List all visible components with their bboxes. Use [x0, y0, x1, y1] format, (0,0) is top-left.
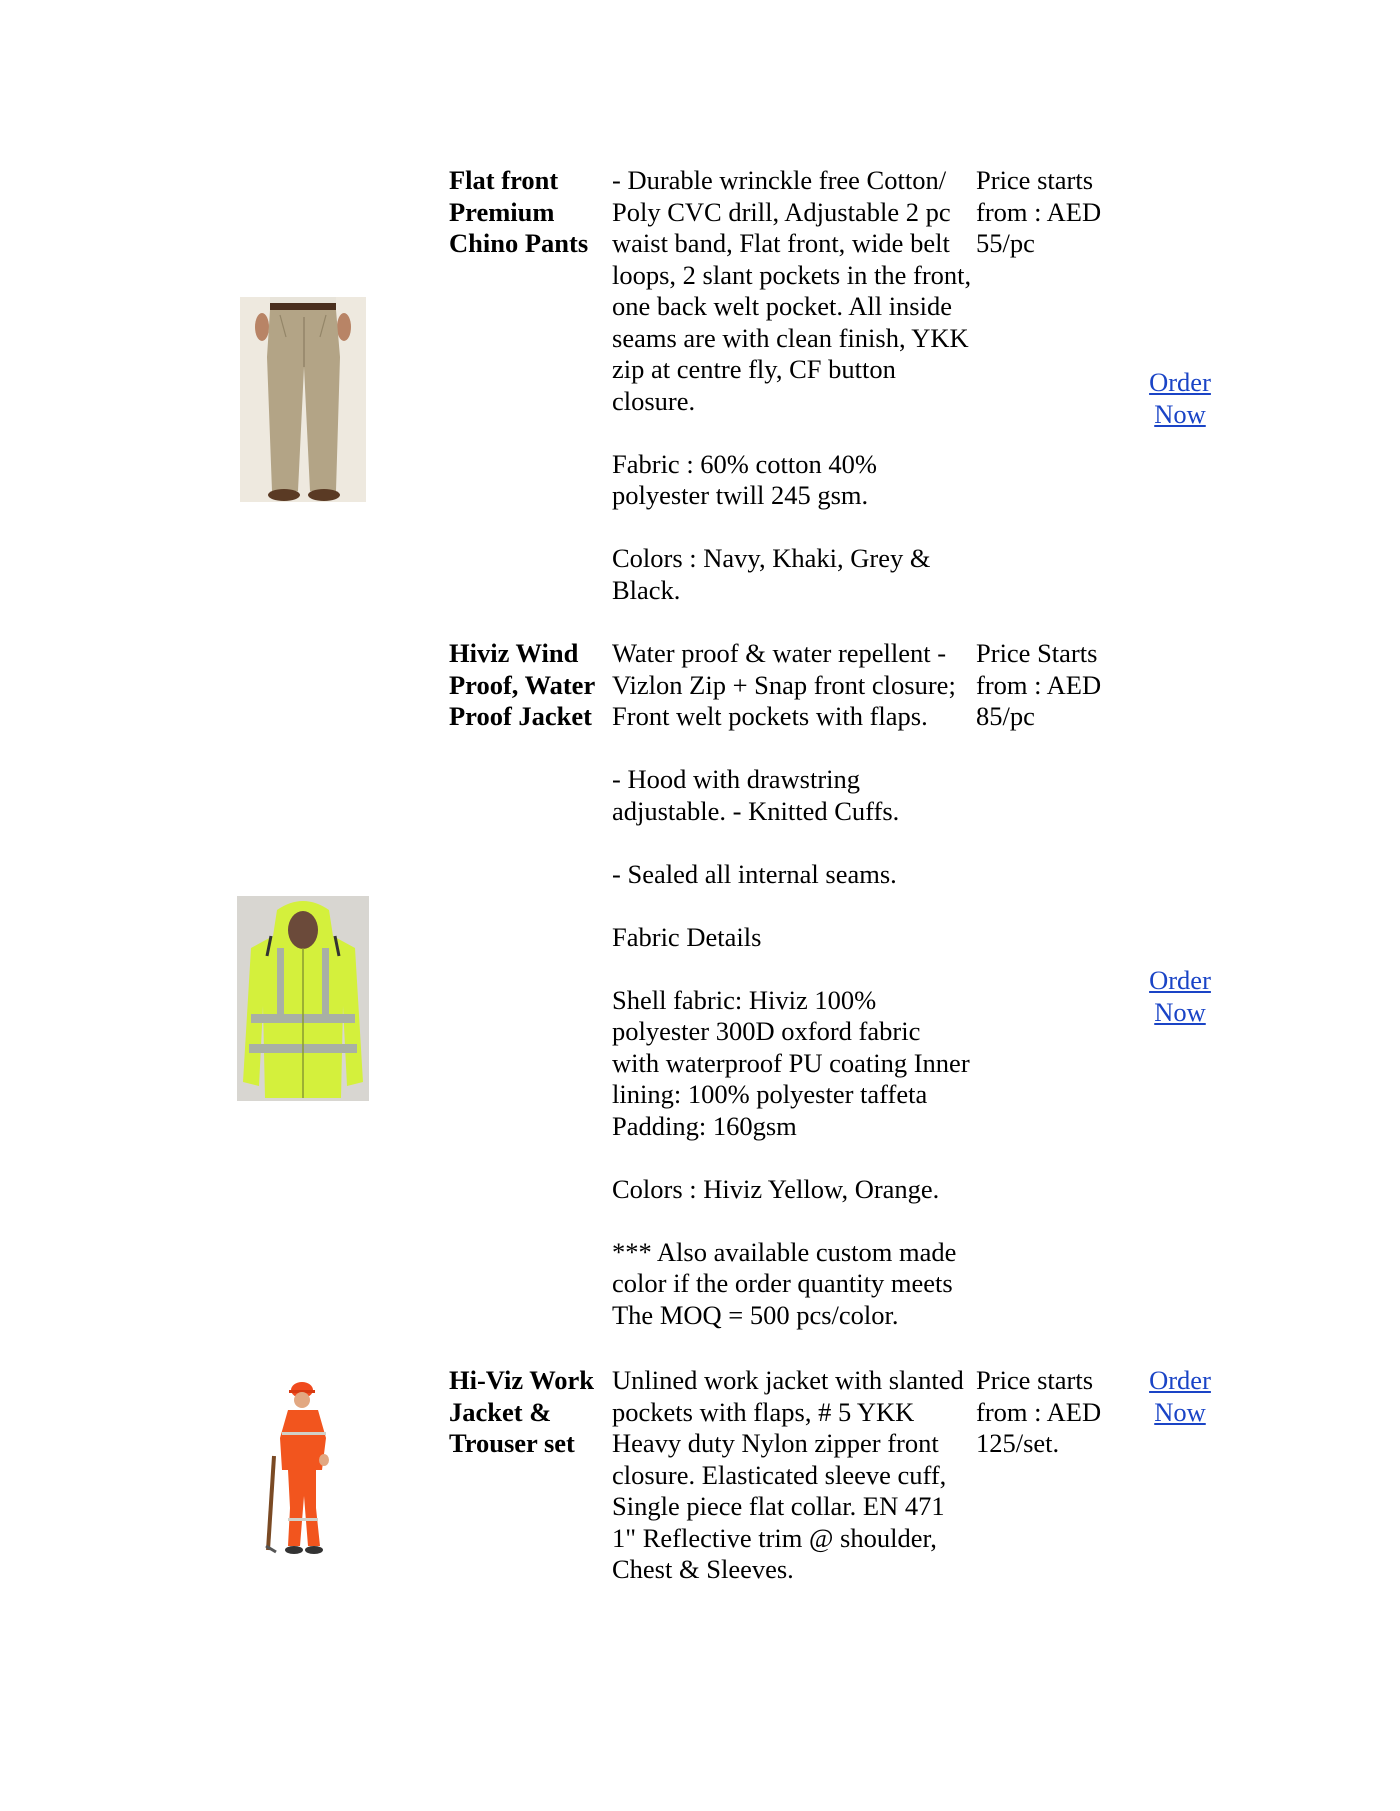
description-paragraph: *** Also available custom made color if the order quantity meets The MOQ = 500 pcs/color. [612, 1236, 957, 1330]
description-paragraph: - Sealed all internal seams. [612, 858, 897, 889]
product-description [612, 1365, 972, 1586]
hiviz-work-set-photo [262, 1378, 346, 1558]
description-paragraph: - Hood with drawstring adjustable. - Knitted Cuffs. [612, 764, 900, 826]
product-description [612, 638, 972, 1331]
product-description [612, 165, 972, 606]
product-name: Flat front Premium Chino Pants [449, 165, 589, 258]
product-price: Price starts from : AED 125/set. [976, 1365, 1102, 1458]
order-now-cell [1130, 965, 1230, 1028]
description-paragraph: Fabric Details [612, 921, 762, 952]
description-paragraph: Fabric : 60% cotton 40% polyester twill 245 gsm. [612, 448, 877, 510]
product-price: Price Starts from : AED 85/pc [976, 638, 1102, 731]
order-now-link[interactable]: Order Now [1149, 367, 1211, 429]
order-now-cell [1130, 367, 1230, 430]
description-paragraph: Colors : Navy, Khaki, Grey & Black. [612, 543, 931, 605]
product-name: Hi-Viz Work Jacket & Trouser set [449, 1365, 595, 1458]
chino-pants-photo [240, 297, 366, 502]
order-now-link[interactable]: Order Now [1149, 1365, 1211, 1427]
description-paragraph: - Durable wrinckle free Cotton/ Poly CVC drill, Adjustable 2 pc waist band, Flat front, wide belt loops, 2 slant pockets in the front, one back welt pocket. All inside seams are with clean finish, YKK zip at centre fly, CF button closure. [612, 165, 972, 416]
description-paragraph: Unlined work jacket with slanted pockets with flaps, # 5 YKK Heavy duty Nylon zipper front closure. Elasticated sleeve cuff, Single piece flat collar. EN 471 1" Reflective trim @ shoulder, Chest & Sleeves. [612, 1365, 964, 1584]
hiviz-jacket-photo [237, 896, 369, 1101]
description-paragraph: Water proof & water repellent - Vizlon Zip + Snap front closure; Front welt pockets with flaps. [612, 638, 956, 731]
product-price: Price starts from : AED 55/pc [976, 165, 1102, 258]
order-now-cell [1130, 1365, 1230, 1428]
description-paragraph: Shell fabric: Hiviz 100% polyester 300D oxford fabric with waterproof PU coating Inner lining: 100% polyester taffeta Padding: 160gsm [612, 984, 970, 1141]
order-now-link[interactable]: Order Now [1149, 965, 1211, 1027]
description-paragraph: Colors : Hiviz Yellow, Orange. [612, 1173, 940, 1204]
product-name: Hiviz Wind Proof, Water Proof Jacket [449, 638, 595, 731]
